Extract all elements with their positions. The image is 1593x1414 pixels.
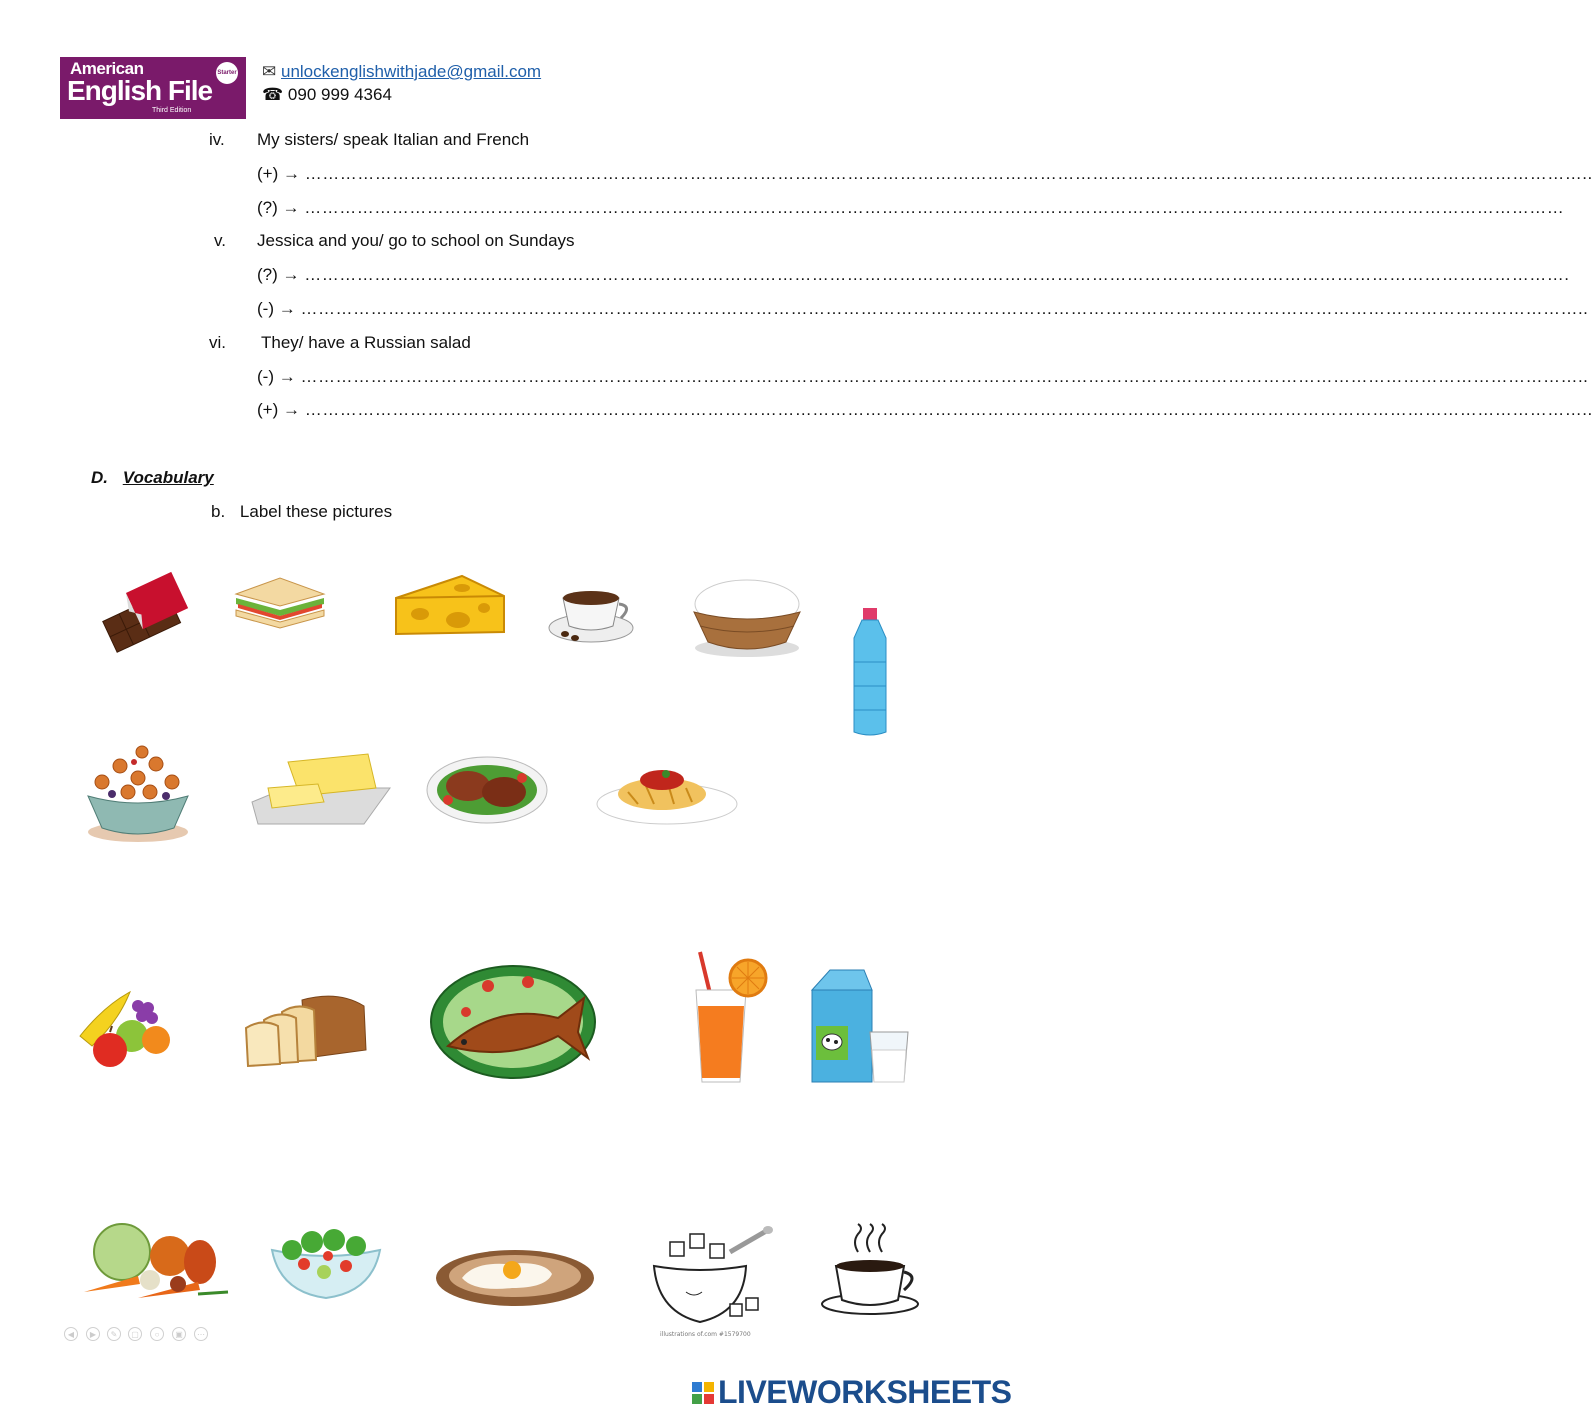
phone-number: 090 999 4364: [287, 85, 392, 104]
sandwich-icon: [230, 572, 330, 632]
answer-blank[interactable]: ……………………………………………………………………………………………………………………………………………………………………………………………….: [304, 265, 1570, 284]
answer-sign: (+) →: [257, 164, 300, 183]
pasta-icon: [594, 764, 740, 826]
phone-row: [262, 85, 392, 105]
answer-blank[interactable]: …………………………………………………………………………………………………………………………………………………………………………………………………..: [300, 299, 1589, 318]
exercise-number: v.: [214, 231, 226, 250]
butter-icon: [248, 748, 394, 828]
exercise-number: iv.: [209, 130, 225, 149]
exercise-number: vi.: [209, 333, 226, 352]
telephone-icon: ☎: [262, 85, 284, 104]
envelope-icon: ✉: [262, 62, 277, 81]
image-icon[interactable]: ▣: [172, 1327, 186, 1341]
liveworksheets-brand: [692, 1374, 1011, 1411]
copy-icon[interactable]: ▢: [128, 1327, 142, 1341]
meat-plate-icon: [424, 752, 550, 826]
section-letter: D.: [91, 468, 108, 487]
exercise-prompt: Jessica and you/ go to school on Sundays: [257, 231, 575, 250]
section-title: Vocabulary: [122, 468, 214, 487]
prev-icon[interactable]: ◀: [64, 1327, 78, 1341]
logo-line-1: American: [70, 59, 144, 78]
rice-bowl-icon: [690, 570, 804, 658]
answer-sign: (-) →: [257, 299, 296, 318]
answer-line: [257, 198, 1564, 218]
sugar-icon: [650, 1222, 772, 1338]
answer-line: [257, 265, 1569, 285]
instruction: [211, 502, 392, 522]
section-heading: [91, 468, 214, 488]
svg-text:illustrations of.com #1579700: illustrations of.com #1579700: [660, 1331, 751, 1338]
answer-blank[interactable]: …………………………………………………………………………………………………………………………………………………………………………………………………..: [304, 400, 1593, 419]
pencil-icon[interactable]: ✎: [107, 1327, 121, 1341]
orange-juice-icon: [690, 950, 772, 1088]
instruction-text: Label these pictures: [239, 502, 393, 521]
answer-blank[interactable]: …………………………………………………………………………………………………………………………………………………………………………………………………..: [300, 367, 1589, 386]
exercise-prompt: My sisters/ speak Italian and French: [257, 130, 530, 149]
next-icon[interactable]: ▶: [86, 1327, 100, 1341]
answer-sign: (?) →: [257, 198, 300, 217]
logo-line-2: English File: [67, 75, 213, 106]
answer-sign: (?) →: [257, 265, 300, 284]
answer-line: [257, 400, 1593, 420]
answer-blank[interactable]: ………………………………………………………………………………………………………………………………………………………………………………………………: [304, 198, 1565, 217]
exercise-prompt: They/ have a Russian salad: [261, 333, 471, 352]
egg-icon: [434, 1246, 596, 1308]
logo-line-3: Third Edition: [152, 107, 192, 114]
email-link[interactable]: unlockenglishwithjade@gmail.com: [280, 62, 542, 81]
brand-name: LIVEWORKSHEETS: [718, 1374, 1012, 1410]
answer-line: [257, 367, 1588, 387]
fruit-icon: [74, 986, 174, 1072]
answer-sign: (-) →: [257, 367, 296, 386]
instruction-letter: b.: [211, 502, 226, 521]
milk-icon: [808, 966, 912, 1086]
bread-icon: [242, 990, 372, 1066]
logo-badge: Starter: [216, 62, 238, 84]
cereal-icon: [82, 742, 194, 846]
answer-line: [257, 299, 1588, 319]
tea-cup-icon: [818, 1228, 922, 1324]
chocolate-icon: [92, 575, 198, 655]
more-icon[interactable]: ⋯: [194, 1327, 208, 1341]
coffee-cup-icon: [547, 578, 637, 646]
salad-icon: [268, 1220, 384, 1300]
fish-plate-icon: [428, 958, 598, 1082]
vegetables-icon: [78, 1218, 230, 1302]
liveworksheets-logo-icon: [692, 1382, 714, 1404]
email-row: [262, 62, 541, 82]
zoom-icon[interactable]: ○: [150, 1327, 164, 1341]
water-bottle-icon: [846, 606, 894, 740]
answer-line: [257, 164, 1593, 184]
answer-sign: (+) →: [257, 400, 300, 419]
answer-blank[interactable]: …………………………………………………………………………………………………………………………………………………………………………………………………..: [304, 164, 1593, 183]
american-english-file-logo: [60, 57, 246, 119]
cheese-icon: [392, 572, 508, 638]
